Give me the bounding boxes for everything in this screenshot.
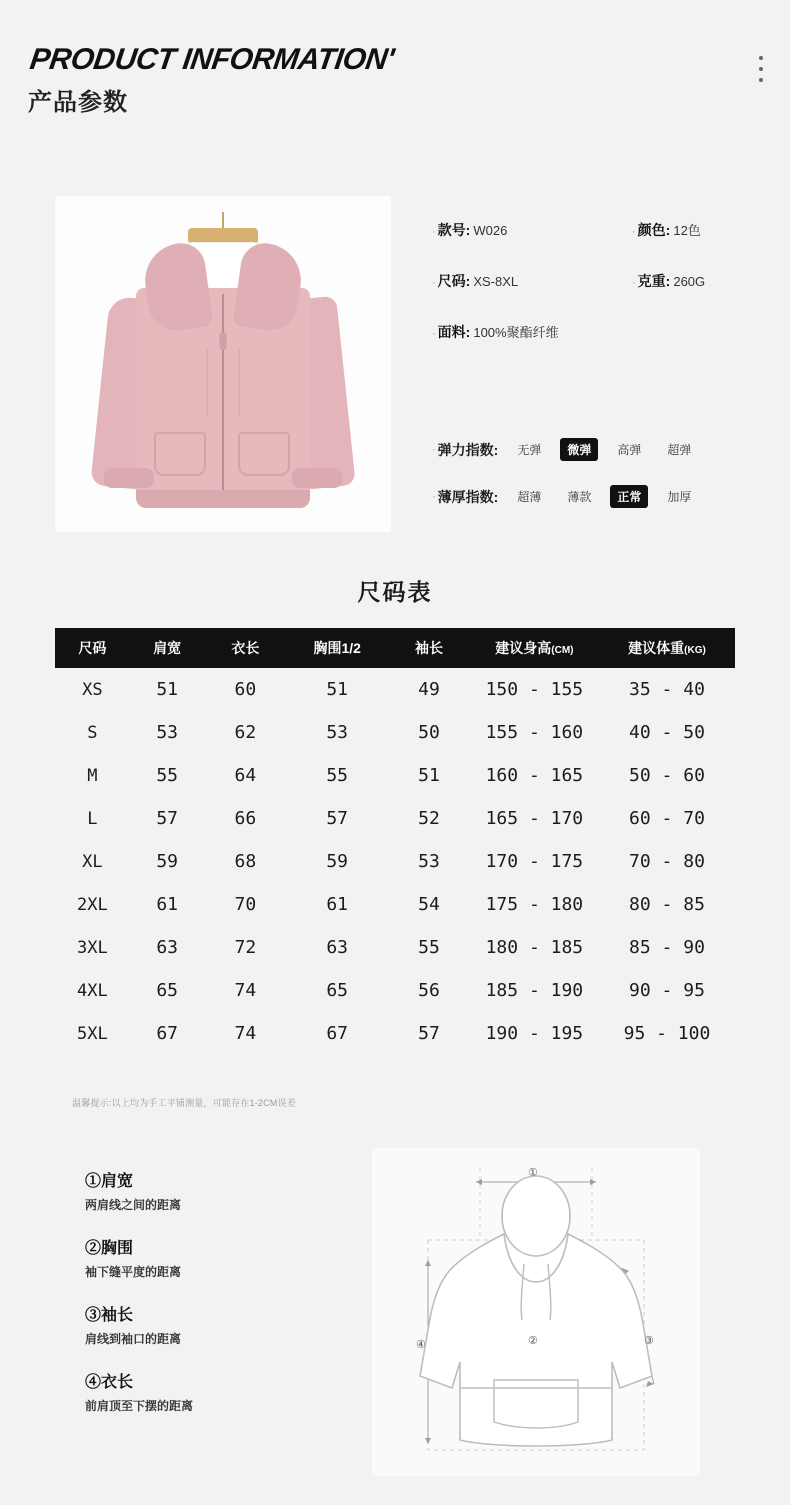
elasticity-option-2-selected[interactable]: 微弹 [560,438,598,461]
cell-weight: 80 - 85 [629,894,705,915]
cell-length: 60 [234,679,257,700]
cell-size: 4XL [77,980,108,1001]
guide-title: ③袖长 [85,1307,134,1324]
cell-bust: 57 [326,808,349,829]
cell-sleeve: 57 [418,1023,440,1044]
measurement-diagram [372,1148,700,1476]
column-header-sleeve: 袖长 [388,628,470,668]
table-row [55,711,735,754]
cell-weight: 90 - 95 [629,980,705,1001]
thickness-option-4[interactable]: 加厚 [667,490,692,504]
cell-height: 185 - 190 [485,980,584,1001]
spec-value: 260G [673,274,706,290]
cell-height: 160 - 165 [485,765,584,786]
hoodie-measure-svg [372,1148,700,1476]
cell-weight: 35 - 40 [629,679,705,700]
guide-title: ①肩宽 [85,1173,134,1190]
kebab-dot [759,78,763,82]
table-row [55,840,735,883]
column-header-height: 建议身高(CM) [470,628,599,668]
table-row [55,969,735,1012]
hoodie-cuff-right [292,468,342,488]
elasticity-option-1[interactable]: 无弹 [517,443,542,457]
cell-length: 66 [234,808,257,829]
cell-size: L [87,808,98,829]
column-header-length: 衣长 [205,628,287,668]
cell-length: 64 [234,765,257,786]
bullet-dot-icon: · [432,226,436,238]
kebab-dot [759,56,763,60]
spec-label: 款号: [437,222,471,238]
bullet-dot-icon: · [432,490,436,503]
cell-length: 70 [234,894,257,915]
cell-bust: 61 [326,894,349,915]
bullet-dot-icon: · [432,277,436,290]
measurement-guide-list [85,1168,335,1436]
cell-sleeve: 50 [418,722,440,743]
hoodie-drawstring-left [206,348,208,416]
page-title-cn: 产品参数 [28,88,128,116]
spec-value: 12色 [673,223,701,238]
cell-shoulder: 51 [156,679,179,700]
cell-size: S [87,722,98,743]
guide-desc: 袖下缝平度的距离 [85,1265,182,1279]
page-header [27,43,396,117]
hoodie-cuff-left [104,468,154,488]
cell-bust: 67 [326,1023,349,1044]
elasticity-index-row [432,438,772,461]
diagram-label-length: ④ [416,1339,426,1351]
cell-shoulder: 61 [156,894,179,915]
column-header-weight: 建议体重(KG) [599,628,735,668]
hoodie-pocket-right [238,432,290,476]
cell-size: M [87,765,98,786]
guide-item-bust [85,1235,335,1280]
cell-shoulder: 53 [156,722,179,743]
cell-size: XS [82,679,103,700]
page-title-en: PRODUCT INFORMATION' [27,43,396,76]
elasticity-label: 弹力指数: [437,441,499,458]
thickness-option-1[interactable]: 超薄 [517,490,542,504]
cell-shoulder: 67 [156,1023,179,1044]
cell-bust: 63 [326,937,349,958]
thickness-label: 薄厚指数: [437,488,499,505]
cell-weight: 40 - 50 [629,722,705,743]
guide-desc: 两肩线之间的距离 [85,1198,182,1212]
spec-label: 尺码: [437,273,471,290]
size-chart-note: 温馨提示:以上均为手工平铺测量，可能存在1-2CM误差 [72,1098,296,1108]
cell-sleeve: 52 [418,808,440,829]
guide-desc: 肩线到袖口的距离 [85,1332,182,1346]
cell-weight: 95 - 100 [623,1023,711,1044]
cell-size: 3XL [77,937,108,958]
cell-sleeve: 54 [418,894,440,915]
cell-length: 74 [234,980,257,1001]
thickness-option-3-selected[interactable]: 正常 [610,485,648,508]
cell-bust: 53 [326,722,349,743]
cell-size: 2XL [77,894,108,915]
cell-height: 165 - 170 [485,808,584,829]
thickness-option-2[interactable]: 薄款 [567,490,592,504]
spec-value: W026 [473,223,508,238]
cell-shoulder: 57 [156,808,179,829]
kebab-menu-icon[interactable] [758,56,764,82]
table-row [55,668,735,711]
cell-sleeve: 49 [418,679,440,700]
cell-sleeve: 56 [418,980,440,1001]
diagram-label-sleeve: ③ [644,1335,654,1347]
cell-shoulder: 55 [156,765,179,786]
product-image [55,196,391,532]
hoodie-drawstring-right [238,348,240,416]
cell-length: 72 [234,937,257,958]
spec-item [432,273,632,290]
guide-desc: 前肩顶至下摆的距离 [85,1399,194,1413]
diagram-label-shoulder: ① [528,1167,538,1179]
spec-item [632,273,762,290]
table-row [55,797,735,840]
table-row [55,883,735,926]
bullet-dot-icon: · [432,328,436,341]
cell-shoulder: 59 [156,851,179,872]
cell-sleeve: 51 [418,765,440,786]
spec-label: 面料: [437,324,471,341]
guide-item-sleeve [85,1302,335,1347]
hoodie-zipper [222,294,224,500]
bullet-dot-icon: · [632,226,636,238]
cell-bust: 65 [326,980,349,1001]
cell-length: 62 [234,722,257,743]
cell-bust: 55 [326,765,349,786]
cell-height: 170 - 175 [485,851,584,872]
size-chart-title: 尺码表 [357,579,433,605]
spec-item [432,324,632,341]
cell-height: 190 - 195 [485,1023,584,1044]
hoodie-hem [136,490,310,508]
cell-weight: 85 - 90 [629,937,705,958]
elasticity-option-3[interactable]: 高弹 [617,443,642,457]
spec-label: 克重: [637,273,671,290]
spec-item [432,222,632,239]
cell-sleeve: 53 [418,851,440,872]
cell-weight: 50 - 60 [629,765,705,786]
cell-length: 74 [234,1023,257,1044]
cell-length: 68 [234,851,257,872]
table-row [55,926,735,969]
guide-title: ②胸围 [85,1240,134,1257]
table-row [55,754,735,797]
cell-shoulder: 65 [156,980,179,1001]
spec-value: 100%聚酯纤维 [473,325,559,341]
cell-bust: 51 [326,679,349,700]
bullet-dot-icon: · [432,443,436,456]
size-chart-table [55,628,735,1055]
cell-height: 150 - 155 [485,679,584,700]
spec-item [632,222,762,239]
product-spec-list [432,222,762,342]
guide-title: ④衣长 [85,1374,134,1391]
table-row [55,1012,735,1055]
bullet-dot-icon: · [632,277,636,290]
thickness-index-row [432,485,772,508]
column-header-size: 尺码 [55,628,130,668]
elasticity-option-4[interactable]: 超弹 [667,443,692,457]
cell-height: 155 - 160 [485,722,584,743]
hoodie-zipper-pull [220,332,227,350]
cell-weight: 70 - 80 [629,851,705,872]
cell-height: 175 - 180 [485,894,584,915]
spec-label: 颜色: [637,222,671,238]
cell-size: XL [82,851,103,872]
column-header-bust: 胸围1/2 [286,628,388,668]
kebab-dot [759,67,763,71]
guide-item-shoulder [85,1168,335,1213]
cell-size: 5XL [77,1023,108,1044]
column-header-shoulder: 肩宽 [130,628,205,668]
cell-sleeve: 55 [418,937,440,958]
cell-weight: 60 - 70 [629,808,705,829]
spec-value: XS-8XL [473,274,519,290]
hoodie-pocket-left [154,432,206,476]
cell-height: 180 - 185 [485,937,584,958]
diagram-label-bust: ② [528,1335,538,1347]
guide-item-length [85,1369,335,1414]
hoodie-illustration [98,236,348,518]
cell-shoulder: 63 [156,937,179,958]
cell-bust: 59 [326,851,349,872]
product-index-list [432,438,772,532]
table-header-row [55,628,735,668]
